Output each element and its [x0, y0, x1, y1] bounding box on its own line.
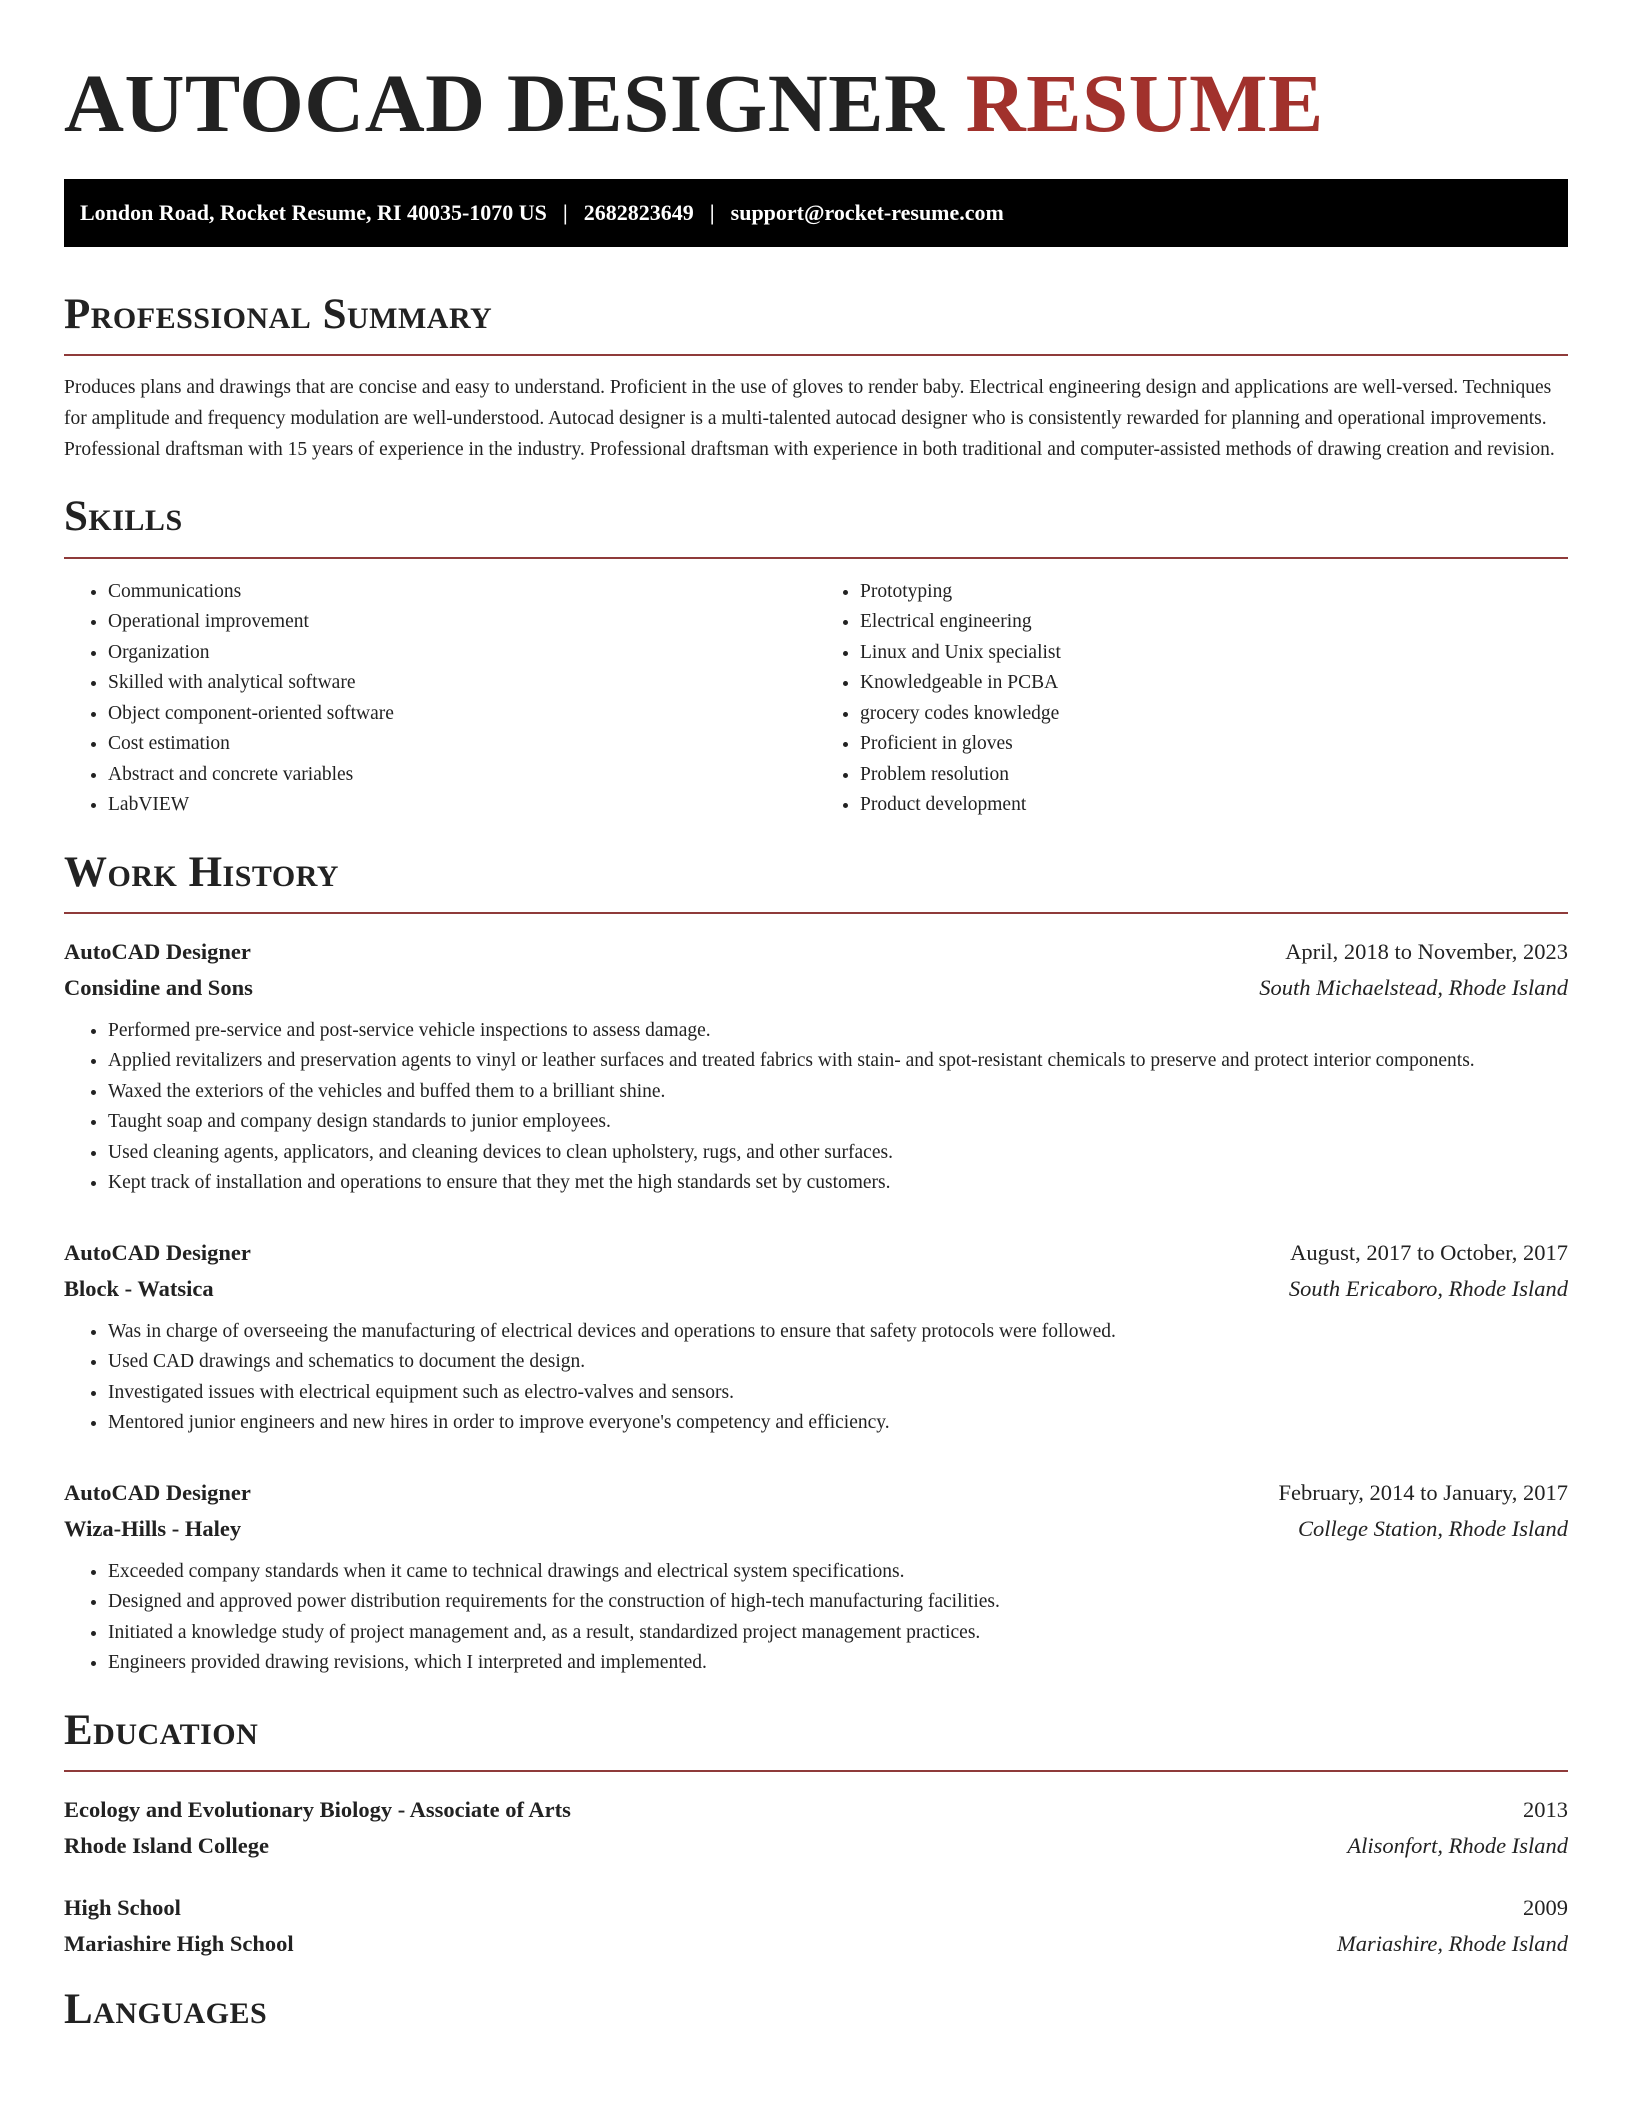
job-company-row — [64, 970, 1568, 1006]
skill-item: • Prototyping — [860, 577, 1568, 608]
job-bullet: • Mentored junior engineers and new hires in order to improve everyone's competency and efficiency. — [108, 1408, 1568, 1439]
education-school-row — [64, 1926, 1568, 1962]
section-divider — [64, 912, 1568, 914]
skill-item: • Knowledgeable in PCBA — [860, 668, 1568, 699]
contact-email: support@rocket-resume.com — [730, 200, 1004, 225]
job-company: Block - Watsica — [64, 1275, 214, 1301]
job-dates: April, 2018 to November, 2023 — [1285, 938, 1568, 964]
summary-heading: Professional Summary — [64, 291, 493, 338]
skill-item: • Communications — [108, 577, 816, 608]
job-title-row — [64, 1235, 1568, 1271]
contact-separator: | — [562, 200, 568, 225]
contact-phone: 2682823649 — [583, 200, 694, 225]
job-dates: February, 2014 to January, 2017 — [1278, 1479, 1568, 1505]
job-location: South Ericaboro, Rhode Island — [1288, 1275, 1568, 1301]
job-dates: August, 2017 to October, 2017 — [1290, 1239, 1568, 1265]
contact-separator: | — [709, 200, 715, 225]
section-divider — [64, 557, 1568, 559]
skill-item: • Proficient in gloves — [860, 729, 1568, 760]
languages-section — [64, 1986, 1568, 2033]
title-main: AUTOCAD DESIGNER — [64, 57, 945, 149]
skill-item: • Electrical engineering — [860, 607, 1568, 638]
job-bullet: • Engineers provided drawing revisions, which I interpreted and implemented. — [108, 1648, 1568, 1679]
job-bullet: • Taught soap and company design standards to junior employees. — [108, 1107, 1568, 1138]
skill-item: • Abstract and concrete variables — [108, 760, 816, 791]
skill-item: • grocery codes knowledge — [860, 699, 1568, 730]
summary-text: Produces plans and drawings that are concise and easy to understand. Proficient in the use of gloves to render baby. Electrical engineering design and applications are well-versed. Techniques for amplitude and frequency modulation are well-understood. Autocad designer is a multi-talented autocad designer who is consistently rewarded for planning and operational improvements. Professional draftsman with 15 years of experience in the industry. Professional draftsman with experience in both traditional and computer-assisted methods of drawing creation and revision. — [64, 377, 1555, 461]
skills-section — [64, 493, 1568, 820]
education-entry — [64, 1890, 1568, 1962]
job-bullet: • Performed pre-service and post-service vehicle inspections to assess damage. — [108, 1016, 1568, 1047]
skill-item: • Linux and Unix specialist — [860, 638, 1568, 669]
job-entry — [64, 1235, 1568, 1439]
job-title: AutoCAD Designer — [64, 1479, 251, 1505]
skill-item: • Operational improvement — [108, 607, 816, 638]
skills-heading: Skills — [64, 493, 183, 541]
job-bullets — [64, 1557, 1568, 1679]
job-title-row — [64, 934, 1568, 970]
skill-item: • Organization — [108, 638, 816, 669]
education-school: Mariashire High School — [64, 1931, 294, 1957]
job-bullets — [64, 1317, 1568, 1439]
education-location: Mariashire, Rhode Island — [1336, 1931, 1568, 1957]
job-company-row — [64, 1271, 1568, 1307]
skill-item: • Product development — [860, 790, 1568, 821]
job-bullet: • Applied revitalizers and preservation agents to vinyl or leather surfaces and treated fabrics with stain- and spot-resistant chemicals to preserve and protect interior components. — [108, 1046, 1568, 1077]
job-bullet: • Used CAD drawings and schematics to document the design. — [108, 1347, 1568, 1378]
job-bullet: • Exceeded company standards when it came to technical drawings and electrical system specifications. — [108, 1557, 1568, 1588]
education-year: 2013 — [1523, 1797, 1568, 1823]
section-divider — [64, 1770, 1568, 1772]
job-title: AutoCAD Designer — [64, 1239, 251, 1265]
job-entry — [64, 934, 1568, 1199]
education-degree-row — [64, 1890, 1568, 1926]
skill-item: • Cost estimation — [108, 729, 816, 760]
job-location: College Station, Rhode Island — [1298, 1515, 1568, 1541]
contact-address: London Road, Rocket Resume, RI 40035-1070 US — [80, 200, 547, 225]
skills-list-right — [816, 577, 1568, 821]
job-bullets — [64, 1016, 1568, 1199]
resume-title — [64, 57, 1568, 149]
job-company: Considine and Sons — [64, 974, 253, 1000]
job-bullet: • Investigated issues with electrical equipment such as electro-valves and sensors. — [108, 1378, 1568, 1409]
job-title-row — [64, 1475, 1568, 1511]
job-bullet: • Used cleaning agents, applicators, and cleaning devices to clean upholstery, rugs, and other surfaces. — [108, 1138, 1568, 1169]
job-bullet: • Initiated a knowledge study of project management and, as a result, standardized project management practices. — [108, 1618, 1568, 1649]
education-year: 2009 — [1523, 1895, 1568, 1921]
work-history-section — [64, 849, 1568, 1679]
job-bullet: • Kept track of installation and operations to ensure that they met the high standards set by customers. — [108, 1168, 1568, 1199]
summary-section — [64, 291, 1568, 465]
education-degree: Ecology and Evolutionary Biology - Associate of Arts — [64, 1797, 571, 1823]
section-divider — [64, 354, 1568, 356]
contact-bar — [64, 179, 1568, 247]
job-bullet: • Designed and approved power distribution requirements for the construction of high-tech manufacturing facilities. — [108, 1587, 1568, 1618]
education-degree: High School — [64, 1895, 181, 1921]
education-school: Rhode Island College — [64, 1833, 270, 1859]
education-entry — [64, 1792, 1568, 1864]
skill-item: • Skilled with analytical software — [108, 668, 816, 699]
education-section — [64, 1707, 1568, 1962]
job-bullet: • Was in charge of overseeing the manufacturing of electrical devices and operations to ensure that safety protocols were followed. — [108, 1317, 1568, 1348]
languages-heading: Languages — [64, 1986, 268, 2034]
title-accent: RESUME — [965, 57, 1324, 149]
job-title: AutoCAD Designer — [64, 938, 251, 964]
skill-item: • LabVIEW — [108, 790, 816, 821]
education-heading: Education — [64, 1706, 259, 1754]
skill-item: • Object component-oriented software — [108, 699, 816, 730]
job-entry — [64, 1475, 1568, 1679]
skills-list-left — [64, 577, 816, 821]
skills-columns — [64, 577, 1568, 821]
education-school-row — [64, 1828, 1568, 1864]
job-company: Wiza-Hills - Haley — [64, 1515, 242, 1541]
job-company-row — [64, 1511, 1568, 1547]
education-degree-row — [64, 1792, 1568, 1828]
job-bullet: • Waxed the exteriors of the vehicles and buffed them to a brilliant shine. — [108, 1077, 1568, 1108]
skill-item: • Problem resolution — [860, 760, 1568, 791]
work-history-heading: Work History — [64, 848, 339, 896]
education-location: Alisonfort, Rhode Island — [1347, 1833, 1568, 1859]
job-location: South Michaelstead, Rhode Island — [1259, 974, 1568, 1000]
